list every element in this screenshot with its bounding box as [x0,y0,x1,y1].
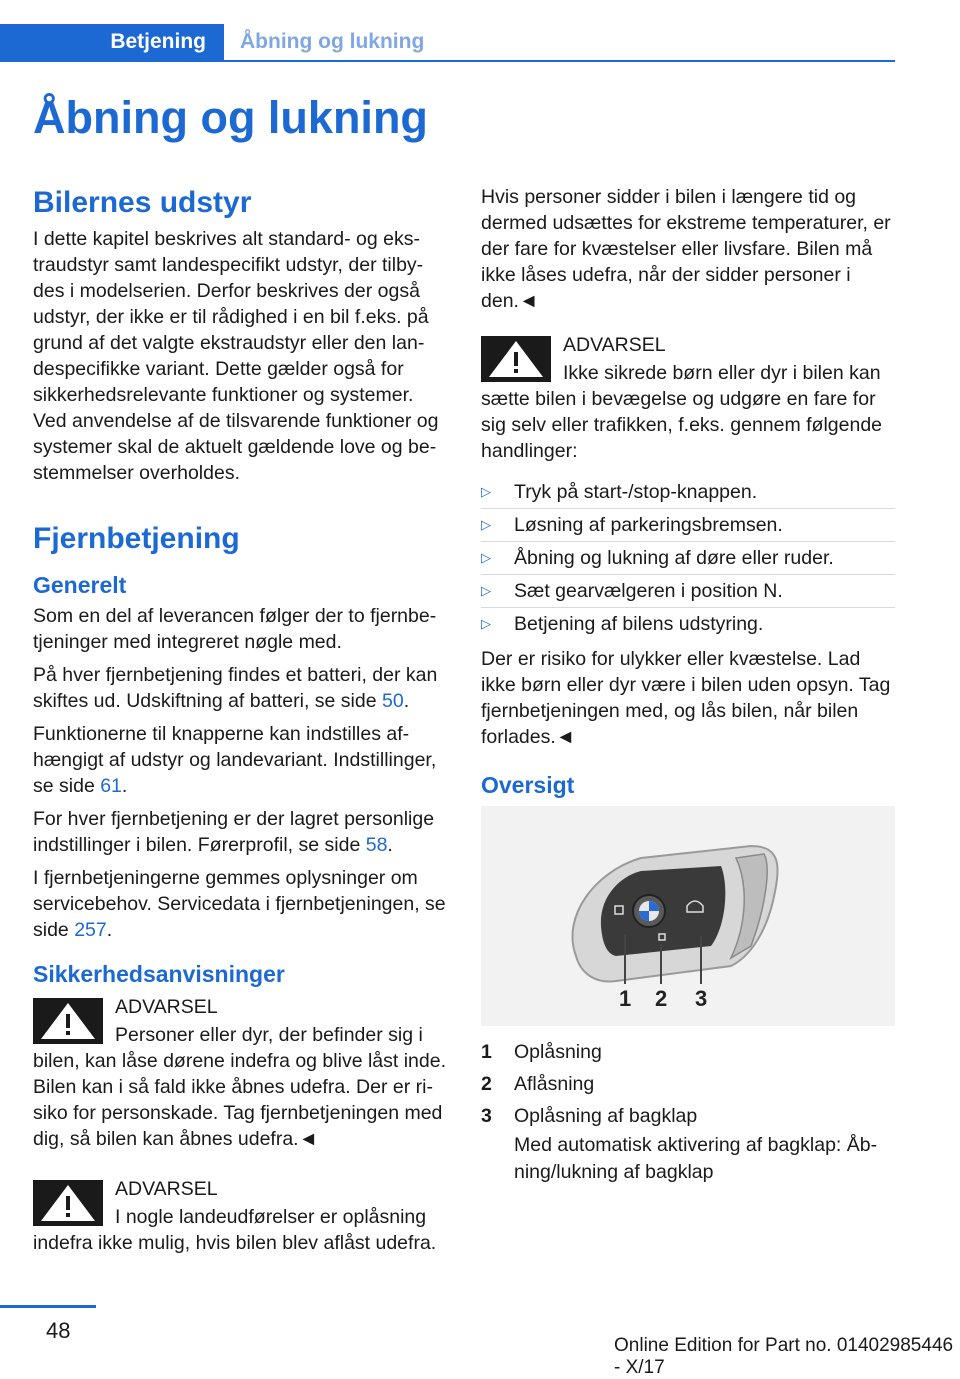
list-item: ▷ Betjening af bilens udstyring. [481,608,895,640]
section-tab[interactable]: Betjening [0,24,224,60]
heading-safety: Sikkerhedsanvisninger [33,961,285,987]
legend-row: 2 Aflåsning [481,1073,595,1095]
warning-text: Ikke sikrede børn eller dyr i bilen kan sætte bilen i bevægelse og udgøre en fare for sig selv eller trafikken, f.eks. gennem følgende handlinger: [481,362,883,462]
figure-legend [481,1036,895,1186]
bullet-list [481,476,895,640]
header-rule [0,60,895,62]
warning-2 [33,1174,447,1256]
heading-features: Bilernes udstyr [33,186,252,219]
list-item: ▷ Tryk på start-/stop-knappen. [481,476,895,509]
chapter-tab[interactable]: Åbning og lukning [240,30,425,53]
warning-3 [481,330,895,464]
page-link-50[interactable]: 50 [382,690,404,712]
page-link-257[interactable]: 257 [74,919,107,941]
bullet-arrow-icon: ▷ [481,583,491,598]
figure-label-2: 2 [655,986,668,1011]
legend-row: 3 Oplåsning af bagklap [481,1105,698,1127]
warning-triangle-icon [33,998,103,1044]
bullet-arrow-icon: ▷ [481,550,491,565]
footer-rule [0,1305,96,1308]
warning-label: ADVARSEL [563,334,666,356]
page-number: 48 [46,1318,71,1343]
warning-text: I nogle landeudførelser er oplåsning indefra ikke mulig, hvis bilen blev aflåst udefra. [33,1206,437,1254]
heading-overview: Oversigt [481,772,575,798]
figure-label-1: 1 [619,986,632,1011]
page-link-61[interactable]: 61 [100,775,122,797]
warning-triangle-icon [481,336,551,382]
remote-key-illustration [481,806,895,1026]
paragraph-features: I dette kapitel beskrives alt standard- og ekstraudstyr samt landespecifikt udstyr, der tilbydes i modelserien. Derfor beskrives der også udstyr, der ikke er til rådighed i en bil f.eks. på grund af det valgte ekstraudstyr eller den landespecifikke variant. Dette gælder også for sikkerhedsrelevante funktioner og systemer. Ved anvendelse af de tilsvarende funktioner og systemer skal de aktuelt gældende love og bestemmelser overholdes. [33,228,439,484]
warning-1 [33,992,447,1152]
figure-label-3: 3 [695,986,708,1011]
warning-text: Personer eller dyr, der befinder sig i bilen, kan låse dørene indefra og blive låst inde. Bilen kan i så fald ikke åbnes udefra. Der er risiko for personskade. Tag fjernbetjeningen med dig, så bilen kan åbnes udefra.◄ [33,1024,447,1150]
paragraph-3: Funktionerne til knapperne kan indstilles afhængigt af udstyr og landevariant. Indstillinger, se side 61. [33,723,437,797]
heading-remote: Fjernbetjening [33,522,240,555]
paragraph-4: For hver fjernbetjening er der lagret personlige indstillinger i bilen. Førerprofil, se side 58. [33,808,435,856]
right-column [481,184,895,1186]
paragraph-risk: Der er risiko for ulykker eller kvæstelse. Lad ikke børn eller dyr være i bilen uden opsyn. Tag fjernbetjeningen med, og lås bilen, når bilen forlades.◄ [481,648,891,748]
bullet-arrow-icon: ▷ [481,616,491,631]
paragraph-continued: Hvis personer sidder i bilen i længere tid og dermed udsættes for ekstreme temperaturer, er der fare for kvæstelser eller livsfare. Bilen må ikke låses udefra, når der sidder personer i den.◄ [481,186,891,312]
paragraph-1: Som en del af leverancen følger der to fjernbetjeninger med integreret nøgle med. [33,605,437,653]
warning-label: ADVARSEL [115,1178,218,1200]
remote-key-figure [481,806,895,1026]
list-item: ▷ Åbning og lukning af døre eller ruder. [481,542,895,575]
paragraph-5: I fjernbetjeningerne gemmes oplysninger om servicebehov. Servicedata i fjernbetjeningen, se side 257. [33,867,446,941]
page-link-58[interactable]: 58 [365,834,388,856]
left-column [33,184,447,1268]
bullet-arrow-icon: ▷ [481,484,491,499]
list-item: ▷ Sæt gearvælgeren i position N. [481,575,895,608]
running-header [0,24,895,62]
warning-label: ADVARSEL [115,996,218,1018]
heading-general: Generelt [33,572,127,598]
legend-subtext: Med automatisk aktivering af bagklap: Åbning/lukning af bagklap [514,1134,878,1183]
legend-row: 1 Oplåsning [481,1041,602,1063]
warning-triangle-icon [33,1180,103,1226]
list-item: ▷ Løsning af parkeringsbremsen. [481,509,895,542]
bullet-arrow-icon: ▷ [481,517,491,532]
page-title: Åbning og lukning [33,92,428,143]
edition-note: Online Edition for Part no. 01402985446 - X/17 [614,1335,954,1378]
paragraph-2: På hver fjernbetjening findes et batteri, der kan skiftes ud. Udskiftning af batteri, se side 50. [33,664,438,712]
